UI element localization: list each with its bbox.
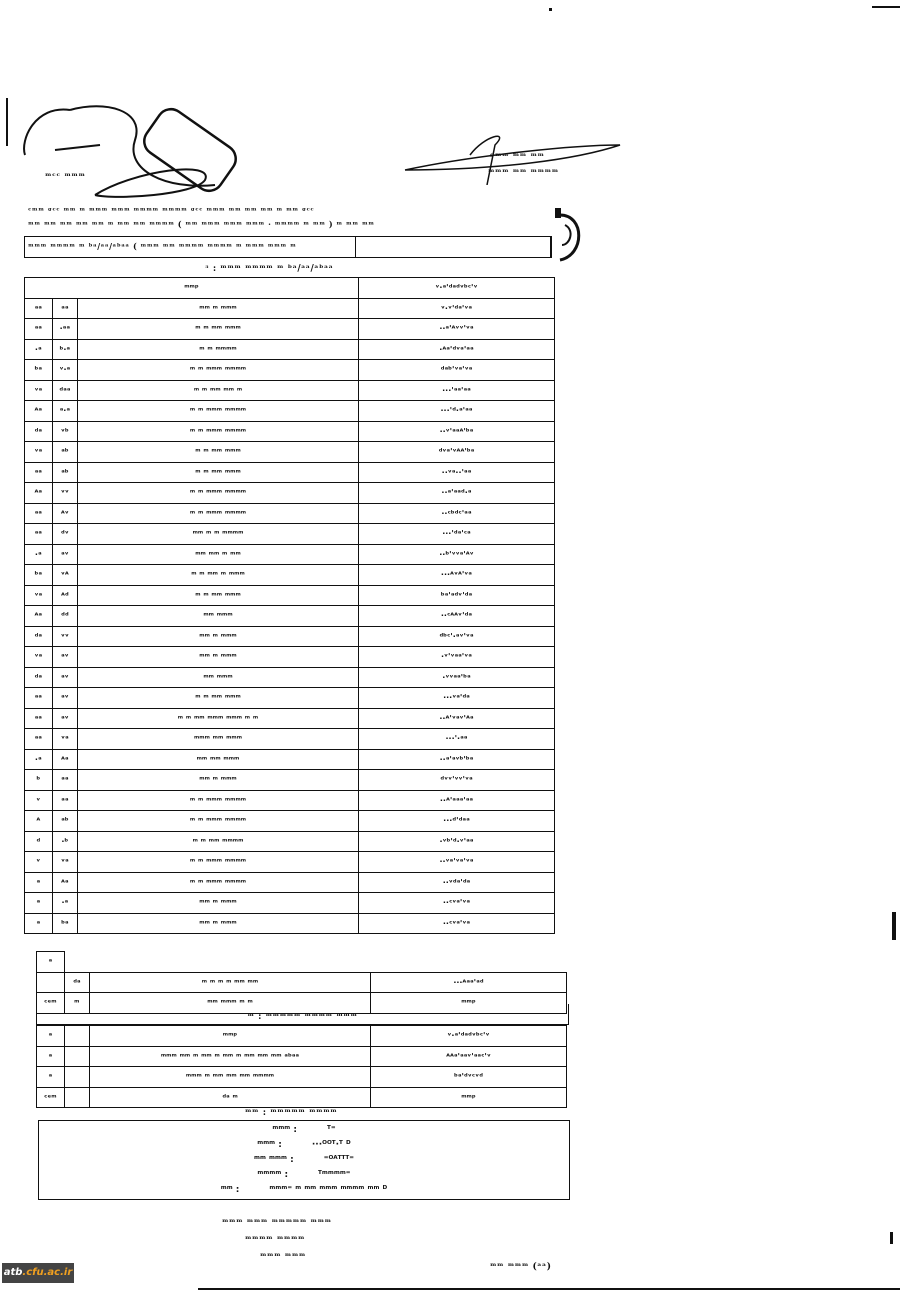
section2-title: ᵐ : ᵐᵐᵐᵐᵐ ᵐᵐᵐᵐ ᵐᵐᵐ	[247, 1012, 358, 1022]
cell-description: ᵐᵐ ᵐᵐᵐ	[78, 606, 359, 627]
cell-col-2	[64, 1087, 90, 1108]
main-table	[24, 277, 555, 934]
signature-left-icon	[15, 100, 285, 210]
info-row	[39, 1168, 569, 1183]
cell-col-1: ᵛ	[25, 790, 53, 811]
table-row	[25, 524, 555, 545]
cell-col-1: ᵈᵃ	[25, 626, 53, 647]
cell-col-1: ᵛ	[25, 852, 53, 873]
table-row	[25, 360, 555, 381]
table-row	[25, 749, 555, 770]
cell-col-2: ·ᵃ	[52, 893, 78, 914]
table-row	[25, 852, 555, 873]
watermark-badge[interactable]	[2, 1263, 74, 1283]
cell-amount: ··ᶜᵇᵈᶜ'ᵃᵃ	[358, 503, 554, 524]
cell-col-1: ᴬᵃ	[25, 401, 53, 422]
cell-col-1: ᵈᵃ	[25, 421, 53, 442]
bottom-rule	[198, 1288, 900, 1290]
cell-col-2: ᵃᵛ	[52, 647, 78, 668]
cell-description: ᵐ ᵐ ᵐᵐᵐ ᵐᵐᵐᵐ	[78, 872, 359, 893]
cell-amount: ···ᵛᵃ'ᵈᵃ	[358, 688, 554, 709]
info-row	[39, 1153, 569, 1168]
cell-description: ᵐ ᵐ ᵐᵐᵐ ᵐᵐᵐᵐ	[78, 852, 359, 873]
cell-description: ᵐ ᵐ ᵐᵐ ᵐᵐ ᵐ	[78, 380, 359, 401]
cell-description: ᵐ ᵐ ᵐᵐᵐ ᵐᵐᵐᵐ	[78, 503, 359, 524]
cell-col-1: ·ᵃ	[25, 749, 53, 770]
cell-amount: ᵐᵐᵖ	[370, 993, 566, 1014]
cell-col-2: ᵃᵛ	[52, 667, 78, 688]
footer-line-1: ᵐᵐᵐ ᵐᵐᵐ ᵐᵐᵐᵐᵐ ᵐᵐᵐ	[222, 1218, 332, 1228]
table-row	[25, 503, 555, 524]
footer-line-3: ᵐᵐᵐ ᵐᵐᵐ	[260, 1252, 306, 1262]
cell-col-1: ᴬᵃ	[25, 483, 53, 504]
cell-description: ᵐ ᵐ ᵐᵐ ᵐᵐᵐ	[78, 688, 359, 709]
right-edge-mark	[892, 912, 896, 940]
watermark-part-1: atb	[3, 1267, 23, 1278]
total-value: ᵛ·ᵃ'ᵈᵃᵈᵛᵇᶜ'ᵛ	[358, 278, 554, 299]
cell-col-2: ᴬᵃ	[52, 749, 78, 770]
cell-description: ᵐᵐᵖ	[90, 1026, 371, 1047]
cell-col-2: ᵛᵛ	[52, 483, 78, 504]
table-row	[25, 319, 555, 340]
table-row	[37, 1087, 567, 1108]
cell-col-1	[37, 972, 65, 993]
cell-col-1: ᵈᵃ	[25, 667, 53, 688]
cell-col-1: ᶜᵉᵐ	[37, 1087, 65, 1108]
cell-col-2: ᵃᵛ	[52, 708, 78, 729]
cell-col-2: ᵛᵃ	[52, 852, 78, 873]
cell-amount: ··ᶜᴬᴬᵛ'ᵈᵃ	[358, 606, 554, 627]
table-row	[25, 462, 555, 483]
table-row	[25, 647, 555, 668]
cell-description: ᵐᵐ ᵐᵐᵐ	[78, 667, 359, 688]
info-value: ···ᴼᴼᵀ·ᵀ ᴰ	[311, 1140, 351, 1150]
cell-col-2: ᵛᴬ	[52, 565, 78, 586]
table-row	[25, 565, 555, 586]
cell-col-2: ᴬᵈ	[52, 585, 78, 606]
table-row	[37, 1046, 567, 1067]
cell-col-1: ·ᵃ	[25, 544, 53, 565]
cell-col-1: ᶜᵉᵐ	[37, 993, 65, 1014]
cell-col-2: ᵛᵇ	[52, 421, 78, 442]
cell-col-1: ᵇᵃ	[25, 360, 53, 381]
cell-col-1: ᵃᵃ	[25, 688, 53, 709]
cell-col-2: ᴬᵃ	[52, 872, 78, 893]
cell-amount: ··ᵛᵃ··'ᵃᵃ	[358, 462, 554, 483]
cell-description: ᵐᵐ ᵐ ᵐᵐᵐ	[78, 770, 359, 791]
cell-amount: ···'ᵃᵃ'ᵃᵃ	[358, 380, 554, 401]
footer-line-2: ᵐᵐᵐᵐ ᵐᵐᵐᵐ	[245, 1235, 306, 1245]
cell-amount: ·ᵛ'ᵛᵃᵃ'ᵛᵃ	[358, 647, 554, 668]
cell-col-2: ᵇᵃ	[52, 913, 78, 934]
table-row	[37, 1026, 567, 1047]
subtotal-count: ᵃ	[37, 952, 65, 973]
info-value: ⁼ᴼᴬᵀᵀᵀ⁼	[323, 1155, 355, 1165]
cell-col-1: ᵇ	[25, 770, 53, 791]
cell-col-2: ᵃᵇ	[52, 811, 78, 832]
cell-col-1: ᵃᵃ	[25, 503, 53, 524]
signature-right-line-1: ᵍᵐᵐ ᵐᵐ ᵐᵐ	[490, 152, 545, 162]
banner-text: ᵐᵐᵐ ᵐᵐᵐᵐ ᵐ ᵇᵃ/ᵃᵃ/ᵃᵇᵃᵃ ( ᵐᵐᵐ ᵐᵐ ᵐᵐᵐᵐ ᵐᵐᵐᵐ ᵐ ᵐᵐᵐ ᵐᵐᵐ ᵐ	[28, 241, 297, 251]
table-row	[25, 585, 555, 606]
info-value: ᵐᵐᵐ⁼ ᵐ ᵐᵐ ᵐᵐᵐ ᵐᵐᵐᵐ ᵐᵐ ᴰ	[269, 1185, 388, 1195]
cell-description: ᵐ ᵐ ᵐᵐ ᵐᵐᵐ	[78, 442, 359, 463]
cell-col-2: ᵃᵃ	[52, 790, 78, 811]
dot-mark	[549, 8, 552, 11]
cell-col-1: ᵃ	[37, 1046, 65, 1067]
cell-amount: ··ᵛᵈᵃ'ᵈᵃ	[358, 872, 554, 893]
cell-description: ᵐ ᵐ ᵐᵐᵐ ᵐᵐᵐᵐ	[78, 483, 359, 504]
banner-right-cell	[355, 236, 552, 258]
table-row	[25, 483, 555, 504]
table-row	[25, 606, 555, 627]
cell-col-2: ·ᵃᵃ	[52, 319, 78, 340]
table-row	[25, 380, 555, 401]
cell-description: ᵐ ᵐ ᵐᵐ ᵐᵐᵐ	[78, 319, 359, 340]
signature-right-line-2: ᵐᵐᵐ ᵐᵐ ᵐᵐᵐᵐ	[488, 168, 559, 178]
cell-amount: ··ᴬ'ᵃᵃᵃ'ᵃᵃ	[358, 790, 554, 811]
info-title: ᵐᵐ : ᵐᵐᵐᵐᵐ ᵐᵐᵐᵐ	[245, 1108, 338, 1118]
cell-amount: ᵈᵛᵃ'ᵛᴬᴬ'ᵇᵃ	[358, 442, 554, 463]
info-label: ᵐᵐᵐᵐ :	[257, 1170, 289, 1180]
table-row	[25, 401, 555, 422]
info-value: ᵀᵐᵐᵐᵐ⁼	[318, 1170, 351, 1180]
table-row	[25, 688, 555, 709]
info-label: ᵐᵐ :	[220, 1185, 240, 1195]
info-label: ᵐᵐᵐ :	[272, 1125, 298, 1135]
signature-left-label: ᵐᶜᶜ ᵐᵐᵐ	[45, 172, 86, 182]
cell-col-2	[64, 1026, 90, 1047]
cell-amount: ᵈᵛᵛ'ᵛᵛ'ᵛᵃ	[358, 770, 554, 791]
info-row	[39, 1138, 569, 1153]
table-row	[25, 872, 555, 893]
intro-line-2: ᵐᵐ ᵐᵐ ᵐᵐ ᵐᵐ ᵐᵐ ᵐ ᵐᵐ ᵐᵐ ᵐᵐᵐᵐ ( ᵐᵐ ᵐᵐᵐ ᵐᵐᵐ ᵐᵐᵐ · ᵐᵐᵐᵐ ᵐ ᵐᵐ ) ᵐ ᵐᵐ ᵐᵐ	[28, 219, 375, 229]
intro-line-1: ᶜᵐᵐ ᵍᶜᶜ ᵐᵐ ᵐ ᵐᵐᵐ ᵐᵐᵐ ᵐᵐᵐᵐ ᵐᵐᵐᵐ ᵍᶜᶜ ᵐᵐᵐ ᵐᵐ ᵐᵐ ᵐᵐ ᵐ ᵐᵐ ᵍᶜᶜ	[28, 205, 315, 215]
cell-col-1: ᵃᵃ	[25, 708, 53, 729]
table-row	[25, 831, 555, 852]
table-row	[25, 339, 555, 360]
cell-amount: ··ᶜᵛᵃ'ᵛᵃ	[358, 893, 554, 914]
table-row	[25, 770, 555, 791]
cell-amount: ᵛ·ᵛ'ᵈᵃ'ᵛᵃ	[358, 298, 554, 319]
cell-col-2: ᵐ	[64, 993, 90, 1014]
cell-description: ᵐᵐ ᵐ ᵐᵐᵐ	[78, 626, 359, 647]
info-label: ᵐᵐ ᵐᵐᵐ :	[253, 1155, 294, 1165]
table-row	[25, 421, 555, 442]
right-edge-mark-2	[890, 1232, 893, 1244]
info-box	[38, 1120, 570, 1200]
cell-col-2	[64, 1046, 90, 1067]
cell-col-2: ᵃ·ᵃ	[52, 401, 78, 422]
cell-description: ᵐ ᵐ ᵐᵐᵐᵐ	[78, 339, 359, 360]
cell-col-1: ᵛᵃ	[25, 585, 53, 606]
cell-description: ᵐ ᵐ ᵐᵐᵐ ᵐᵐᵐᵐ	[78, 421, 359, 442]
cell-col-1: ᵛᵃ	[25, 647, 53, 668]
table-row	[25, 913, 555, 934]
total-label: ᵐᵐᵖ	[25, 278, 359, 299]
cell-description: ᵐ ᵐ ᵐᵐᵐ ᵐᵐᵐᵐ	[78, 811, 359, 832]
cell-description: ᵐᵐ ᵐ ᵐ ᵐᵐᵐᵐ	[78, 524, 359, 545]
margin-bar	[6, 98, 8, 146]
table-row	[25, 442, 555, 463]
cell-col-1: ·ᵃ	[25, 339, 53, 360]
cell-description: ᵐ ᵐ ᵐᵐᵐ ᵐᵐᵐᵐ	[78, 790, 359, 811]
table-row	[37, 972, 567, 993]
cell-amount: ··ᵃ'ᵃᵛᵇ'ᵇᵃ	[358, 749, 554, 770]
cell-col-1: ᵃ	[25, 913, 53, 934]
cell-col-1: ᵃᵃ	[25, 298, 53, 319]
section2-title-row	[36, 1004, 569, 1025]
cell-col-1: ᵃ	[25, 872, 53, 893]
cell-amount: ···'ᵈ·ᵃ'ᵃᵃ	[358, 401, 554, 422]
table-row	[25, 893, 555, 914]
cell-amount: ᵈᵇᶜ'·ᵃᵛ'ᵛᵃ	[358, 626, 554, 647]
table-row	[25, 708, 555, 729]
watermark-part-2: .cfu.ac.ir	[22, 1267, 73, 1278]
cell-col-1: ᵈ	[25, 831, 53, 852]
cell-col-2: ᵈᵈ	[52, 606, 78, 627]
info-label: ᵐᵐᵐ :	[257, 1140, 282, 1150]
cell-amount: ᵐᵐᵖ	[370, 1087, 566, 1108]
cell-description: ᵐᵐ ᵐᵐ ᵐ ᵐᵐ	[78, 544, 359, 565]
cell-amount: ᴬᴬᵃ'ᵃᵃᵛ'ᵃᵃᶜ'ᵛ	[370, 1046, 566, 1067]
cell-description: ᵐᵐ ᵐ ᵐᵐᵐ	[78, 647, 359, 668]
cell-col-2: ᵇ·ᵃ	[52, 339, 78, 360]
cell-description: ᵐ ᵐ ᵐᵐ ᵐᵐᵐ	[78, 462, 359, 483]
table-row	[25, 811, 555, 832]
cell-col-1: ᵛᵃ	[25, 380, 53, 401]
cell-amount: ·ᵛᵇ'ᵈ·ᵛ'ᵃᵃ	[358, 831, 554, 852]
cell-col-1: ᵃ	[37, 1067, 65, 1088]
info-row	[39, 1123, 569, 1138]
cell-amount: ᵇᵃ'ᵈᵛᶜᵛᵈ	[370, 1067, 566, 1088]
table-row	[37, 1067, 567, 1088]
cell-col-1: ᵃᵃ	[25, 729, 53, 750]
cell-col-2: ᵃᵇ	[52, 462, 78, 483]
cell-amount: ···'·ᵃᵃ	[358, 729, 554, 750]
table-row	[25, 544, 555, 565]
cell-amount: ··ᵃ'ᵃᵃᵈ·ᵃ	[358, 483, 554, 504]
cell-description: ᵐ ᵐ ᵐᵐ ᵐᵐᵐ ᵐᵐᵐ ᵐ ᵐ	[78, 708, 359, 729]
cell-description: ᵐ ᵐ ᵐ ᵐ ᵐᵐ ᵐᵐ	[90, 972, 371, 993]
cell-description: ᵐᵐᵐ ᵐᵐ ᵐ ᵐᵐ ᵐ ᵐᵐ ᵐ ᵐᵐ ᵐᵐ ᵐᵐ ᵃᵇᵃᵃ	[90, 1046, 371, 1067]
table-row	[25, 626, 555, 647]
cell-amount: ··ᵛᵃ'ᵛᵃ'ᵛᵃ	[358, 852, 554, 873]
subtotal-empty	[64, 952, 566, 973]
cell-col-2: ·ᵇ	[52, 831, 78, 852]
cell-amount: ···'ᵈᵃ'ᶜᵃ	[358, 524, 554, 545]
cell-col-1: ᵛᵃ	[25, 442, 53, 463]
cell-col-1: ᵃ	[25, 893, 53, 914]
cell-description: ᵈᵃ ᵐ	[90, 1087, 371, 1108]
info-row	[39, 1183, 569, 1198]
cell-description: ᵐ ᵐ ᵐᵐ ᵐᵐᵐ	[78, 585, 359, 606]
cell-col-1: ᵃᵃ	[25, 524, 53, 545]
cell-col-2: ᵃᵛ	[52, 688, 78, 709]
cell-col-1: ᵃᵃ	[25, 462, 53, 483]
info-value: ᵀ⁼	[327, 1125, 336, 1135]
cell-col-2: ᵈᵃᵃ	[52, 380, 78, 401]
cell-col-1: ᵃ	[37, 1026, 65, 1047]
cell-description: ᵐᵐ ᵐ ᵐᵐᵐ	[78, 913, 359, 934]
table-row	[25, 298, 555, 319]
cell-col-1: ᴬ	[25, 811, 53, 832]
page-number: ᵐᵐ ᵐᵐᵐ (ᵃᵃ)	[490, 1262, 552, 1272]
cell-col-2	[64, 1067, 90, 1088]
cell-amount: ··ᵛ'ᵃᵃᴬ'ᵇᵃ	[358, 421, 554, 442]
cell-description: ᵐᵐ ᵐ ᵐᵐᵐ	[78, 298, 359, 319]
cell-col-2: ᵈᵃ	[64, 972, 90, 993]
cell-col-2: ᵛᵃ	[52, 729, 78, 750]
cell-amount: ··ᴬ'ᵛᵃᵛ'ᴬᵃ	[358, 708, 554, 729]
cell-description: ᵐᵐ ᵐᵐ ᵐᵐᵐ	[78, 749, 359, 770]
cell-col-2: ᵛ·ᵃ	[52, 360, 78, 381]
cell-amount: ··ᵇ'ᵛᵛᵃ'ᴬᵛ	[358, 544, 554, 565]
cell-col-1: ᴬᵃ	[25, 606, 53, 627]
cell-col-2: ᵛᵛ	[52, 626, 78, 647]
cell-amount: ···ᴬᵃᵃ'ᵃᵈ	[370, 972, 566, 993]
table-row	[25, 667, 555, 688]
subtotal-count-row	[37, 952, 567, 973]
cell-description: ᵐᵐ ᵐᵐᵐ ᵐ ᵐ	[90, 993, 371, 1014]
table-row	[25, 729, 555, 750]
cell-description: ᵐᵐᵐ ᵐᵐ ᵐᵐᵐ	[78, 729, 359, 750]
cell-amount: ··ᶜᵛᵃ'ᵛᵃ	[358, 913, 554, 934]
cell-col-2: ᵃᵃ	[52, 298, 78, 319]
cell-col-1: ᵇᵃ	[25, 565, 53, 586]
cell-amount: ···ᵈ'ᵈᵃᵃ	[358, 811, 554, 832]
cell-amount: ···ᴬᵛᴬ'ᵛᵃ	[358, 565, 554, 586]
cell-amount: ᵇᵃ'ᵃᵈᵛ'ᵈᵃ	[358, 585, 554, 606]
table-header-row	[25, 278, 555, 299]
cell-col-2: ᴬᵛ	[52, 503, 78, 524]
cell-amount: ᵛ·ᵃ'ᵈᵃᵈᵛᵇᶜ'ᵛ	[370, 1026, 566, 1047]
corner-mark	[872, 6, 900, 8]
cell-description: ᵐ ᵐ ᵐᵐᵐ ᵐᵐᵐᵐ	[78, 360, 359, 381]
cell-description: ᵐ ᵐ ᵐᵐᵐ ᵐᵐᵐᵐ	[78, 401, 359, 422]
section1-title: ᵌ : ᵐᵐᵐ ᵐᵐᵐᵐ ᵐ ᵇᵃ/ᵃᵃ/ᵃᵇᵃᵃ	[205, 264, 334, 274]
cell-description: ᵐᵐ ᵐ ᵐᵐᵐ	[78, 893, 359, 914]
cell-amount: ·ᴬᵃ'ᵈᵛᵃ'ᵃᵃ	[358, 339, 554, 360]
cell-amount: ··ᵃ'ᴬᵛᵛ'ᵛᵃ	[358, 319, 554, 340]
cell-amount: ·ᵛᵛᵃᵃ'ᵇᵃ	[358, 667, 554, 688]
cell-col-2: ᵃᵇ	[52, 442, 78, 463]
cell-col-2: ᵈᵛ	[52, 524, 78, 545]
table-row	[25, 790, 555, 811]
cell-col-2: ᵃᵃ	[52, 770, 78, 791]
cell-description: ᵐᵐᵐ ᵐ ᵐᵐ ᵐᵐ ᵐᵐ ᵐᵐᵐᵐ	[90, 1067, 371, 1088]
banner-box	[24, 236, 551, 258]
cell-col-1: ᵃᵃ	[25, 319, 53, 340]
cell-col-2: ᵃᵛ	[52, 544, 78, 565]
cell-description: ᵐ ᵐ ᵐᵐ ᵐ ᵐᵐᵐ	[78, 565, 359, 586]
cell-description: ᵐ ᵐ ᵐᵐ ᵐᵐᵐᵐ	[78, 831, 359, 852]
summary-table	[36, 1025, 567, 1108]
cell-amount: ᵈᵃᵇ'ᵛᵃ'ᵛᵃ	[358, 360, 554, 381]
